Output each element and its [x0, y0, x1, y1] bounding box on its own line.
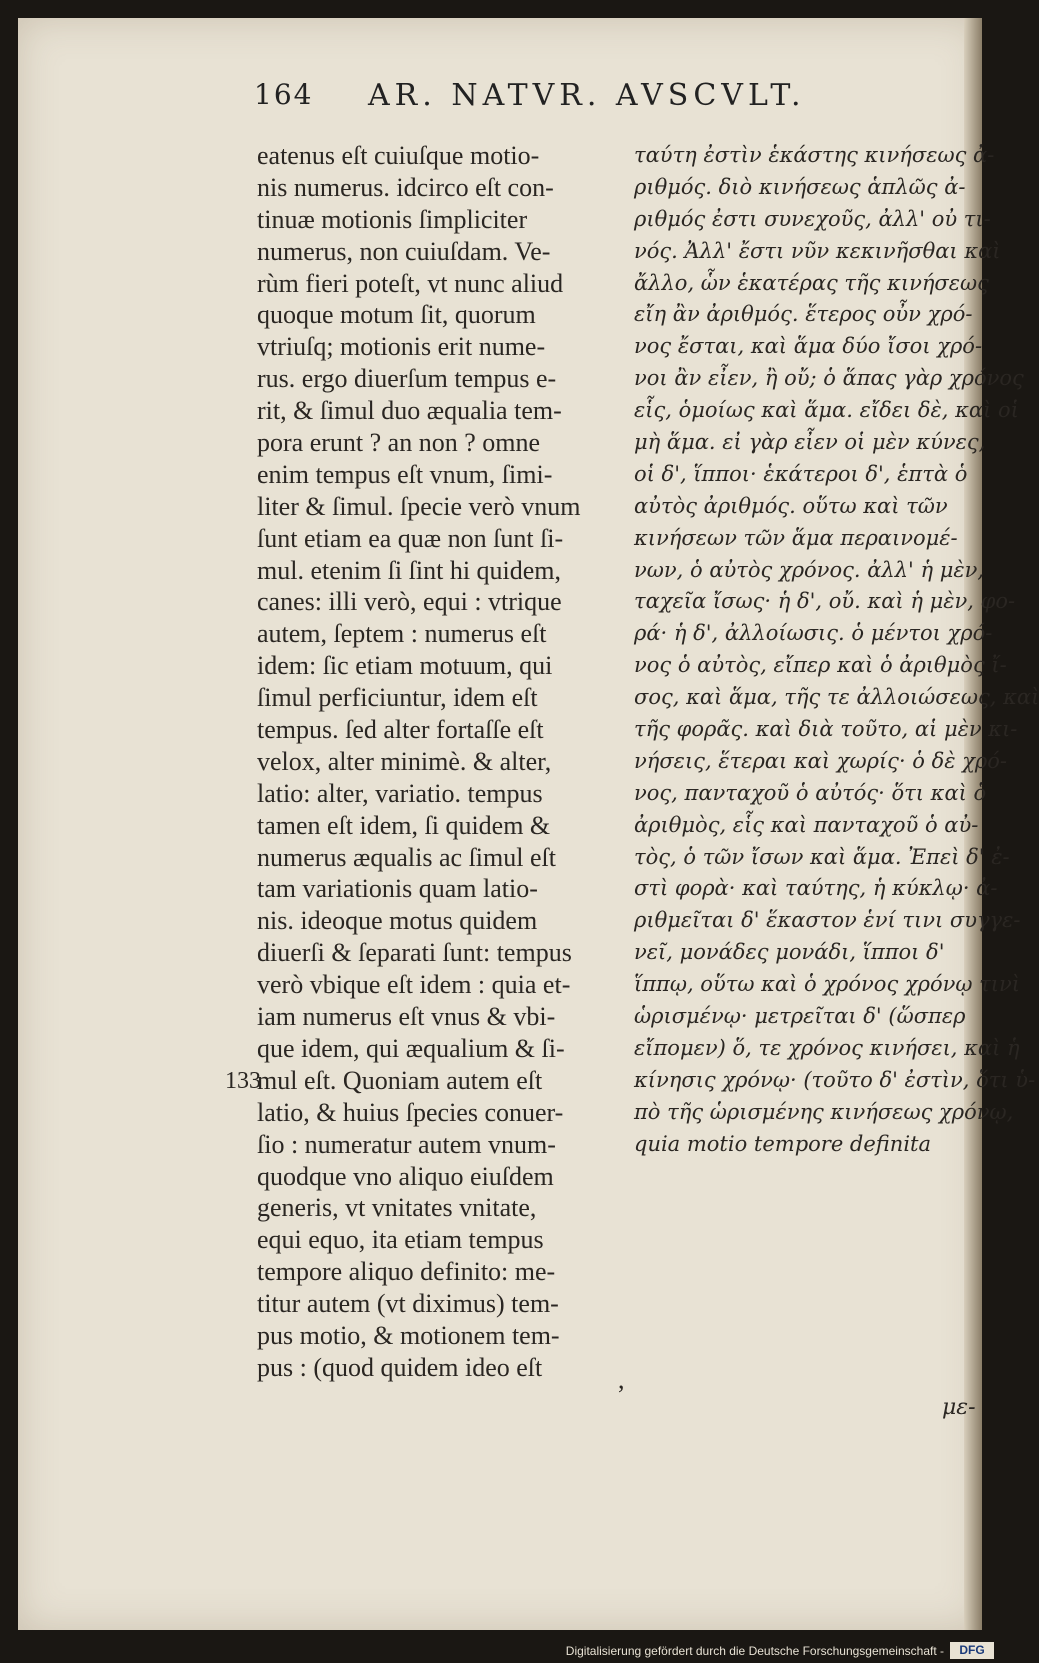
text-line: ἄλλο, ὧν ἑκατέρας τῆς κινήσεως: [634, 270, 989, 295]
text-line: ſunt etiam ea quæ non ſunt ſi-: [257, 523, 564, 553]
text-line: quodque vno aliquo eiuſdem: [257, 1161, 554, 1191]
text-line: ἵππῳ, οὕτω καὶ ὁ χρόνος χρόνῳ τινὶ: [634, 972, 1021, 997]
text-line: μὴ ἅμα. εἰ γὰρ εἶεν οἱ μὲν κύνες,: [634, 430, 986, 455]
text-line: eatenus eſt cuiuſque motio-: [257, 141, 540, 170]
text-line: velox, alter minimè. & alter,: [257, 746, 552, 776]
text-line: pora erunt ? an non ? omne: [257, 428, 541, 458]
text-line: σος, καὶ ἅμα, τῆς τε ἀλλοιώσεως, καὶ: [634, 685, 1039, 710]
text-line: verò vbique eſt idem : quia et-: [257, 970, 571, 1000]
text-line: εἷς, ὁμοίως καὶ ἅμα. εἴδει δὲ, καὶ οἱ: [634, 398, 1019, 423]
text-line: vtriuſq; motionis erit nume-: [257, 332, 546, 362]
text-line: ταύτη ἐστὶν ἑκάστης κινήσεως ἀ-: [634, 143, 995, 167]
text-line: νός. Ἀλλ' ἔστι νῦν κεκινῆσθαι καὶ: [634, 238, 1001, 263]
text-line: quia motio tempore definita: [634, 1131, 931, 1156]
text-line: tamen eſt idem, ſi quidem &: [257, 810, 551, 840]
latin-column: [257, 140, 609, 1384]
text-line: nis numerus. idcirco eſt con-: [257, 172, 554, 202]
text-line: αὐτὸς ἀριθμός. οὕτω καὶ τῶν: [634, 493, 948, 518]
catchword: με-: [942, 1395, 976, 1420]
text-line: κίνησις χρόνῳ· (τοῦτο δ' ἐστὶν, ὅτι ὑ-: [634, 1067, 1036, 1092]
text-line: νος ἔσται, καὶ ἅμα δύο ἴσοι χρό-: [634, 334, 983, 359]
text-line: ὡρισμένῳ· μετρεῖται δ' (ὥσπερ: [634, 1004, 966, 1029]
text-line: νοι ἂν εἶεν, ἢ οὔ; ὁ ἅπας γὰρ χρόνος: [634, 366, 1024, 391]
text-line: nis. ideoque motus quidem: [257, 906, 538, 936]
text-line: numerus æqualis ac ſimul eſt: [257, 842, 556, 872]
text-line: ταχεῖα ἴσως· ἡ δ', οὔ. καὶ ἡ μὲν, φο-: [634, 589, 1016, 614]
dfg-logo: DFG: [950, 1642, 994, 1659]
page-number: 164: [254, 78, 314, 111]
greek-column: [634, 140, 1039, 1161]
text-line: ριθμός ἐστι συνεχοῦς, ἀλλ' οὐ τι-: [634, 206, 991, 231]
text-line: enim tempus eſt vnum, ſimi-: [257, 459, 553, 489]
text-line: οἱ δ', ἵπποι· ἑκάτεροι δ', ἑπτὰ ὁ: [634, 461, 968, 486]
digitization-footer: [0, 1638, 1000, 1663]
text-line: tam variationis quam latio-: [257, 874, 538, 904]
text-line: rùm fieri poteſt, vt nunc aliud: [257, 268, 564, 298]
running-title: AR. NATVR. AVSCVLT.: [368, 78, 806, 113]
text-line: ριθμός. διὸ κινήσεως ἁπλῶς ἀ-: [634, 174, 966, 199]
text-line: pus : (quod quidem ideo eſt: [257, 1352, 543, 1382]
text-line: tinuæ motionis ſimpliciter: [257, 204, 528, 234]
text-line: ἀριθμὸς, εἷς καὶ πανταχοῦ ὁ αὐ-: [634, 812, 979, 837]
text-line: diuerſi & ſeparati ſunt: tempus: [257, 938, 572, 968]
text-line: εἴη ἂν ἀριθμός. ἕτερος οὖν χρό-: [634, 302, 973, 327]
text-line: νεῖ, μονάδες μονάδι, ἵπποι δ': [634, 940, 945, 965]
text-line: mul eſt. Quoniam autem eſt: [257, 1065, 543, 1095]
text-line: rit, & ſimul duo æqualia tem-: [257, 396, 562, 426]
text-line: νος, πανταχοῦ ὁ αὐτός· ὅτι καὶ ὁ: [634, 780, 987, 805]
text-line: titur autem (vt diximus) tem-: [257, 1289, 559, 1319]
text-line: νων, ὁ αὐτὸς χρόνος. ἀλλ' ἡ μὲν,: [634, 557, 985, 582]
text-line: latio, & huius ſpecies conuer-: [257, 1097, 564, 1127]
text-line: liter & ſimul. ſpecie verò vnum: [257, 491, 581, 521]
footer-text: Digitalisierung gefördert durch die Deutsche Forschungsgemeinschaft -: [565, 1644, 944, 1658]
text-line: στὶ φορὰ· καὶ ταύτης, ἡ κύκλῳ· ἀ-: [634, 876, 998, 901]
text-line: rus. ergo diuerſum tempus e-: [257, 364, 557, 394]
text-line: ſio : numeratur autem vnum-: [257, 1129, 556, 1159]
text-line: que idem, qui æqualium & ſi-: [257, 1033, 565, 1063]
text-line: generis, vt vnitates vnitate,: [257, 1193, 537, 1223]
text-line: iam numerus eſt vnus & vbi-: [257, 1002, 556, 1032]
page-header: [18, 78, 982, 118]
text-line: ριθμεῖται δ' ἕκαστον ἑνί τινι συγγε-: [634, 908, 1021, 933]
text-line: quoque motum ſit, quorum: [257, 300, 536, 330]
text-line: εἴπομεν) ὅ, τε χρόνος κινήσει, καὶ ἡ: [634, 1035, 1020, 1060]
text-line: canes: illi verò, equi : vtrique: [257, 587, 562, 617]
text-line: κινήσεων τῶν ἅμα περαινομέ-: [634, 525, 958, 550]
text-line: equi equo, ita etiam tempus: [257, 1225, 544, 1255]
text-line: πὸ τῆς ὡρισμένης κινήσεως χρόνῳ,: [634, 1099, 1014, 1124]
margin-number: 133: [225, 1068, 261, 1094]
text-line: idem: ſic etiam motuum, qui: [257, 651, 553, 681]
text-line: pus motio, & motionem tem-: [257, 1320, 560, 1350]
text-line: νήσεις, ἕτεραι καὶ χωρίς· ὁ δὲ χρό-: [634, 748, 1008, 773]
text-line: tempore aliquo definito: me-: [257, 1257, 556, 1287]
text-line: mul. etenim ſi ſint hi quidem,: [257, 555, 562, 585]
text-line: numerus, non cuiuſdam. Ve-: [257, 236, 551, 266]
book-page: [18, 18, 1039, 1630]
text-line: τῆς φορᾶς. καὶ διὰ τοῦτο, αἱ μὲν κι-: [634, 717, 1018, 742]
text-line: νος ὁ αὐτὸς, εἴπερ καὶ ὁ ἀριθμὸς ἴ-: [634, 653, 1007, 678]
text-line: latio: alter, variatio. tempus: [257, 778, 543, 808]
text-line: autem, ſeptem : numerus eſt: [257, 619, 547, 649]
text-line: ſimul perficiuntur, idem eſt: [257, 683, 538, 713]
text-line: ρά· ἡ δ', ἀλλοίωσις. ὁ μέντοι χρό-: [634, 621, 993, 646]
comma-mark: ,: [618, 1365, 625, 1394]
text-line: tempus. ſed alter fortaſſe eſt: [257, 715, 544, 745]
text-line: τὸς, ὁ τῶν ἴσων καὶ ἅμα. Ἐπεὶ δ' ἐ-: [634, 844, 1010, 869]
